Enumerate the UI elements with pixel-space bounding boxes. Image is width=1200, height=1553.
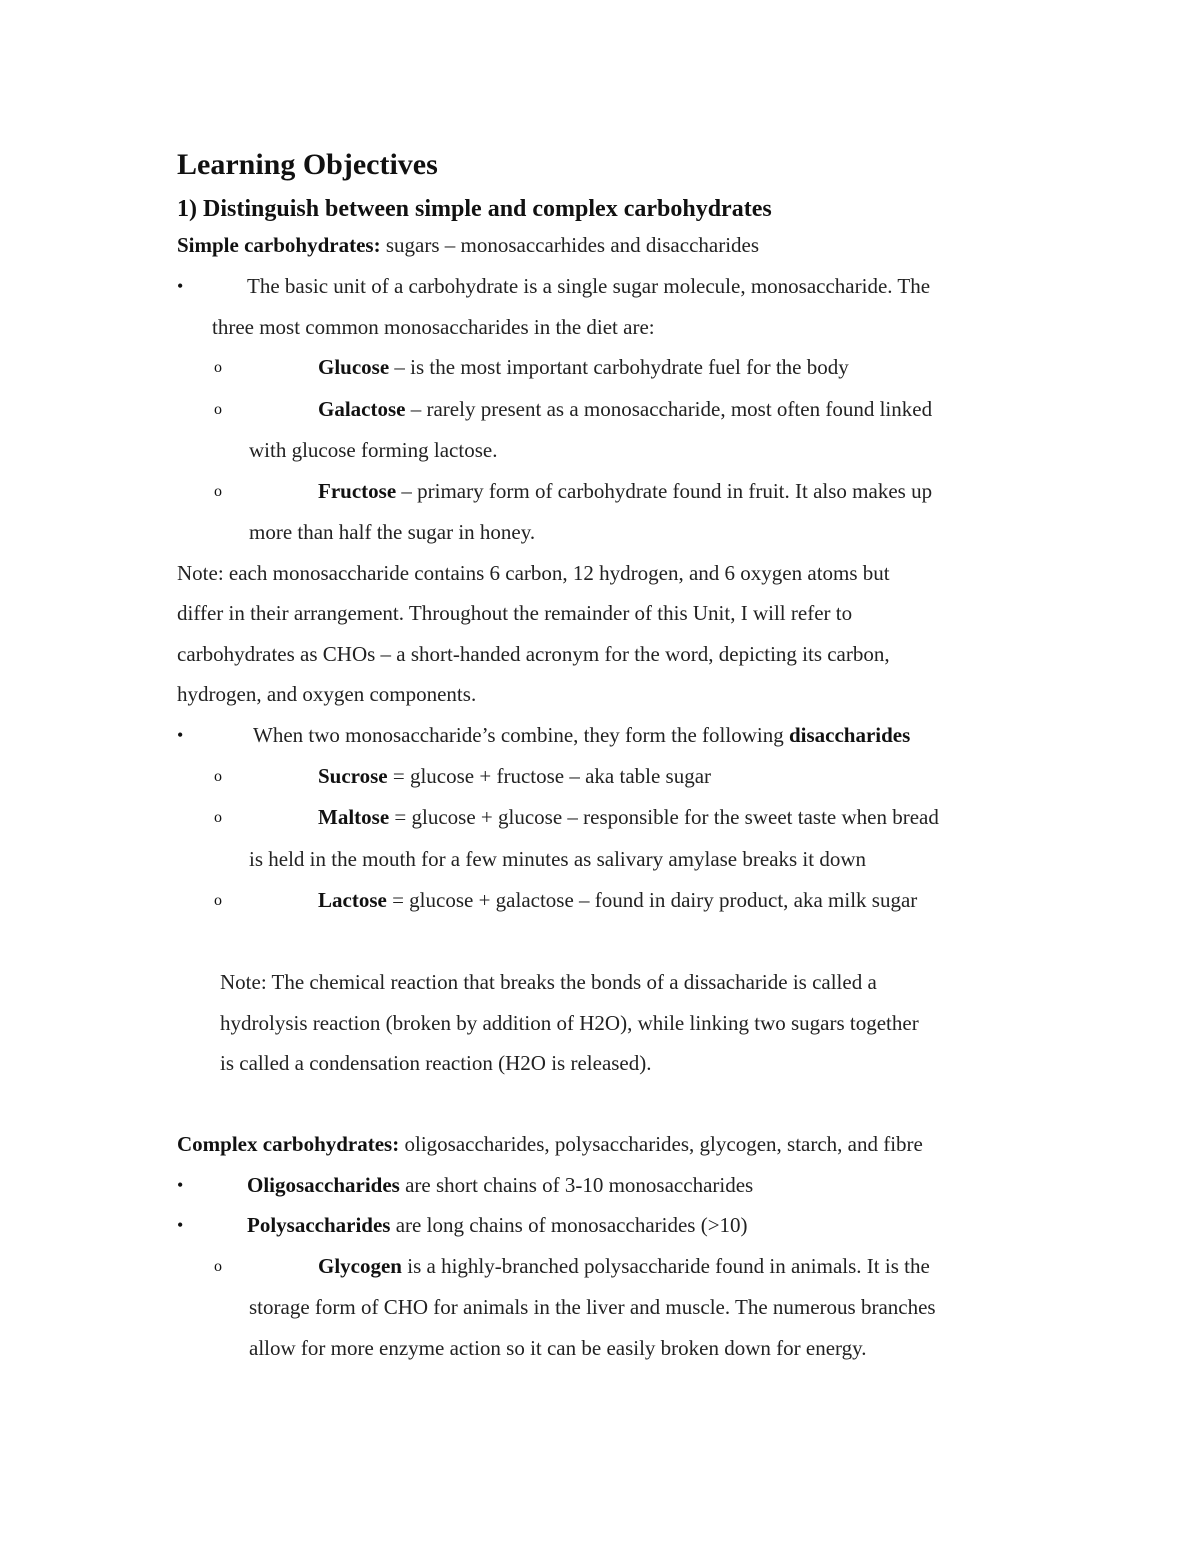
glycogen-term: Glycogen xyxy=(318,1254,402,1278)
maltose-text: = glucose + glucose – responsible for the sweet taste when bread xyxy=(389,805,939,829)
polysaccharides-text: are long chains of monosaccharides (>10) xyxy=(390,1213,748,1237)
galactose-text: – rarely present as a monosaccharide, most often found linked xyxy=(405,397,933,421)
sub-bullet-icon: o xyxy=(214,401,222,418)
simple-carbs-label: Simple carbohydrates: xyxy=(177,233,381,257)
galactose-line2: with glucose forming lactose. xyxy=(249,438,498,462)
oligosaccharides-term: Oligosaccharides xyxy=(247,1173,400,1197)
oligosaccharides-text: are short chains of 3-10 monosaccharides xyxy=(399,1173,754,1197)
glucose-item xyxy=(318,354,849,380)
galactose-item xyxy=(318,396,932,422)
sucrose-text: = glucose + fructose – aka table sugar xyxy=(387,764,712,788)
maltose-line2: is held in the mouth for a few minutes as salivary amylase breaks it down xyxy=(249,847,867,871)
bullet-icon: • xyxy=(177,1175,184,1195)
disaccharides-intro-text: When two monosaccharide’s combine, they form the following xyxy=(253,723,789,747)
sub-bullet-icon: o xyxy=(214,809,222,826)
sub-bullet-icon: o xyxy=(214,768,222,785)
disaccharides-intro xyxy=(253,722,910,748)
basic-unit-line2: three most common monosaccharides in the diet are: xyxy=(212,315,655,339)
simple-carbs-text: sugars – monosaccarhides and disaccharides xyxy=(380,233,760,257)
note2-line: Note: The chemical reaction that breaks the bonds of a dissacharide is called a xyxy=(220,970,877,994)
glycogen-line3: allow for more enzyme action so it can be easily broken down for energy. xyxy=(249,1336,867,1360)
sub-bullet-icon: o xyxy=(214,892,222,909)
polysaccharides-term: Polysaccharides xyxy=(247,1213,391,1237)
note1-line: hydrogen, and oxygen components. xyxy=(177,682,477,706)
glycogen-line2: storage form of CHO for animals in the liver and muscle. The numerous branches xyxy=(249,1295,936,1319)
sucrose-item xyxy=(318,763,711,789)
page-title: Learning Objectives xyxy=(177,148,438,181)
note1-line: carbohydrates as CHOs – a short-handed acronym for the word, depicting its carbon, xyxy=(177,642,890,666)
fructose-text: – primary form of carbohydrate found in fruit. It also makes up xyxy=(396,479,933,503)
sucrose-term: Sucrose xyxy=(318,764,388,788)
note2-line: hydrolysis reaction (broken by addition of H2O), while linking two sugars together xyxy=(220,1011,919,1035)
glycogen-text: is a highly-branched polysaccharide found in animals. It is the xyxy=(402,1254,930,1278)
glucose-term: Glucose xyxy=(318,355,390,379)
note1-line: Note: each monosaccharide contains 6 carbon, 12 hydrogen, and 6 oxygen atoms but xyxy=(177,561,890,585)
lactose-text: = glucose + galactose – found in dairy product, aka milk sugar xyxy=(386,888,918,912)
complex-carbs-intro xyxy=(177,1131,923,1157)
fructose-line2: more than half the sugar in honey. xyxy=(249,520,536,544)
simple-carbs-intro xyxy=(177,232,759,258)
complex-carbs-label: Complex carbohydrates: xyxy=(177,1132,400,1156)
section-heading: 1) Distinguish between simple and complex carbohydrates xyxy=(177,196,772,222)
sub-bullet-icon: o xyxy=(214,1258,222,1275)
sub-bullet-icon: o xyxy=(214,359,222,376)
bullet-icon: • xyxy=(177,1215,184,1235)
lactose-term: Lactose xyxy=(318,888,387,912)
disaccharides-term: disaccharides xyxy=(788,723,911,747)
note1-line: differ in their arrangement. Throughout the remainder of this Unit, I will refer to xyxy=(177,601,853,625)
note2-line: is called a condensation reaction (H2O is released). xyxy=(220,1051,652,1075)
maltose-term: Maltose xyxy=(318,805,390,829)
sub-bullet-icon: o xyxy=(214,483,222,500)
bullet-icon: • xyxy=(177,725,184,745)
complex-carbs-text: oligosaccharides, polysaccharides, glycogen, starch, and fibre xyxy=(399,1132,923,1156)
lactose-item xyxy=(318,887,917,913)
fructose-term: Fructose xyxy=(318,479,397,503)
maltose-item xyxy=(318,804,939,830)
glucose-text: – is the most important carbohydrate fuel for the body xyxy=(389,355,849,379)
bullet-icon: • xyxy=(177,276,184,296)
oligosaccharides-item xyxy=(247,1172,753,1198)
polysaccharides-item xyxy=(247,1212,748,1238)
fructose-item xyxy=(318,478,932,504)
basic-unit-line1: The basic unit of a carbohydrate is a single sugar molecule, monosaccharide. The xyxy=(247,274,931,298)
galactose-term: Galactose xyxy=(318,397,406,421)
glycogen-item xyxy=(318,1253,930,1279)
